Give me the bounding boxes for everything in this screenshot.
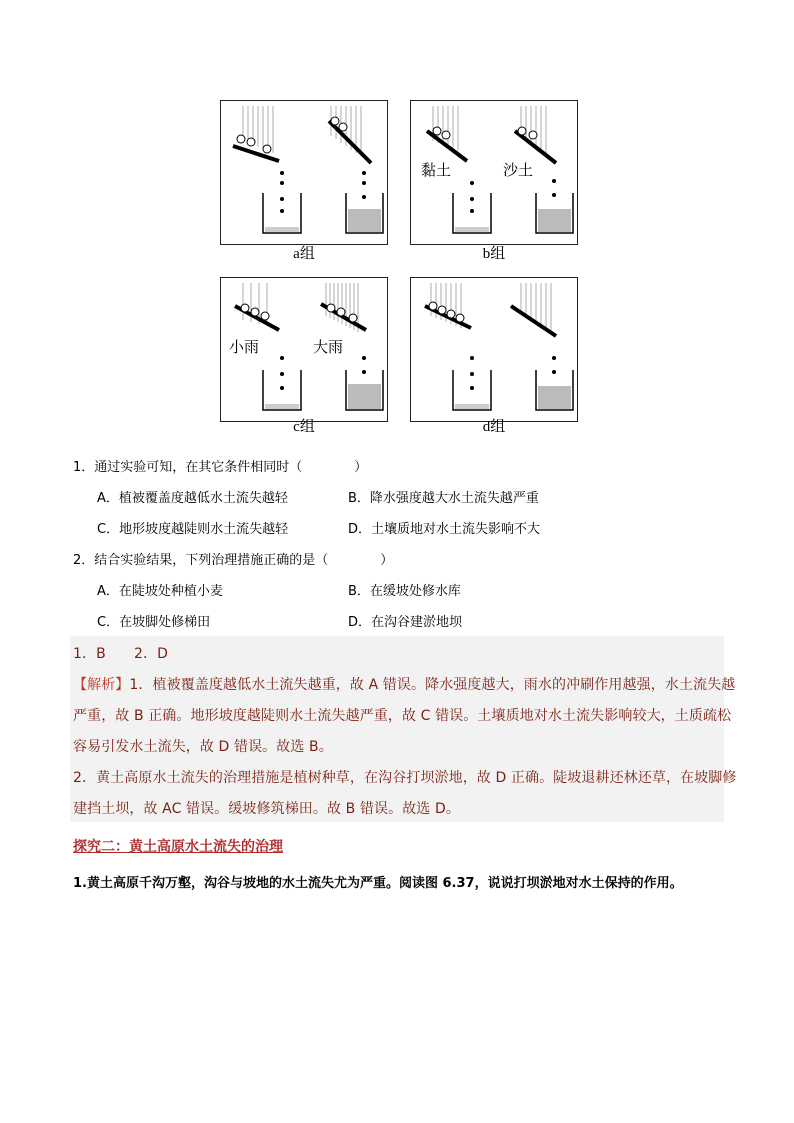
question-1-option-a: A．植被覆盖度越低水土流失越轻 bbox=[97, 491, 288, 506]
panel-c bbox=[220, 277, 388, 422]
clay-label: 黏土 bbox=[421, 161, 452, 179]
analysis-line-4: 2．黄土高原水土流失的治理措施是植树种草，在沟谷打坝淤地，故 D 正确。陡坡退耕还林还草，在坡脚修 bbox=[73, 770, 737, 786]
sand-label: 沙土 bbox=[503, 161, 534, 179]
question-2-stem: 2．结合实验结果，下列治理措施正确的是（ ） bbox=[73, 553, 394, 568]
panel-d bbox=[410, 277, 578, 422]
question-2-option-a: A．在陡坡处种植小麦 bbox=[97, 584, 223, 599]
question-1-stem: 1．通过实验可知，在其它条件相同时（ ） bbox=[73, 460, 368, 475]
panel-b-caption: b组 bbox=[482, 246, 506, 262]
panel-b bbox=[410, 100, 578, 245]
analysis-tag: 【解析】 bbox=[73, 677, 130, 693]
analysis-line-3: 容易引发水土流失，故 D 错误。故选 B。 bbox=[73, 739, 333, 755]
section-title: 探究二：黄土高原水土流失的治理 bbox=[73, 839, 283, 855]
task-prompt: 1.黄土高原千沟万壑，沟谷与坡地的水土流失尤为严重。阅读图 6.37，说说打坝淤地对水土保持的作用。 bbox=[73, 876, 683, 891]
answer-key: 1．B 2．D bbox=[73, 646, 168, 662]
panel-a-caption: a组 bbox=[293, 246, 315, 262]
experiment-figure bbox=[220, 100, 590, 435]
question-1-option-b: B．降水强度越大水土流失越严重 bbox=[348, 491, 539, 506]
question-2-option-b: B．在缓坡处修水库 bbox=[348, 584, 461, 599]
heavy-rain-label: 大雨 bbox=[313, 338, 344, 356]
panel-c-caption: c组 bbox=[293, 419, 315, 435]
panel-d-caption: d组 bbox=[482, 419, 506, 435]
question-2-option-d: D．在沟谷建淤地坝 bbox=[348, 615, 463, 630]
question-1-option-c: C．地形坡度越陡则水土流失越轻 bbox=[97, 522, 289, 537]
panel-d-illustration bbox=[411, 278, 579, 423]
answer-box bbox=[70, 636, 724, 822]
analysis-line-1 bbox=[73, 674, 735, 694]
analysis-line-2: 严重，故 B 正确。地形坡度越陡则水土流失越严重，故 C 错误。土壤质地对水土流失影响较大，土质疏松 bbox=[73, 708, 732, 724]
light-rain-label: 小雨 bbox=[229, 338, 260, 356]
panel-a bbox=[220, 100, 388, 245]
question-1-option-d: D．土壤质地对水土流失影响不大 bbox=[348, 522, 541, 537]
analysis-text-1: 1．植被覆盖度越低水土流失越重，故 A 错误。降水强度越大，雨水的冲刷作用越强，水土流失越 bbox=[129, 677, 736, 693]
panel-a-illustration bbox=[221, 101, 389, 246]
question-2-option-c: C．在坡脚处修梯田 bbox=[97, 615, 211, 630]
analysis-line-5: 建挡土坝，故 AC 错误。缓坡修筑梯田。故 B 错误。故选 D。 bbox=[73, 801, 460, 817]
